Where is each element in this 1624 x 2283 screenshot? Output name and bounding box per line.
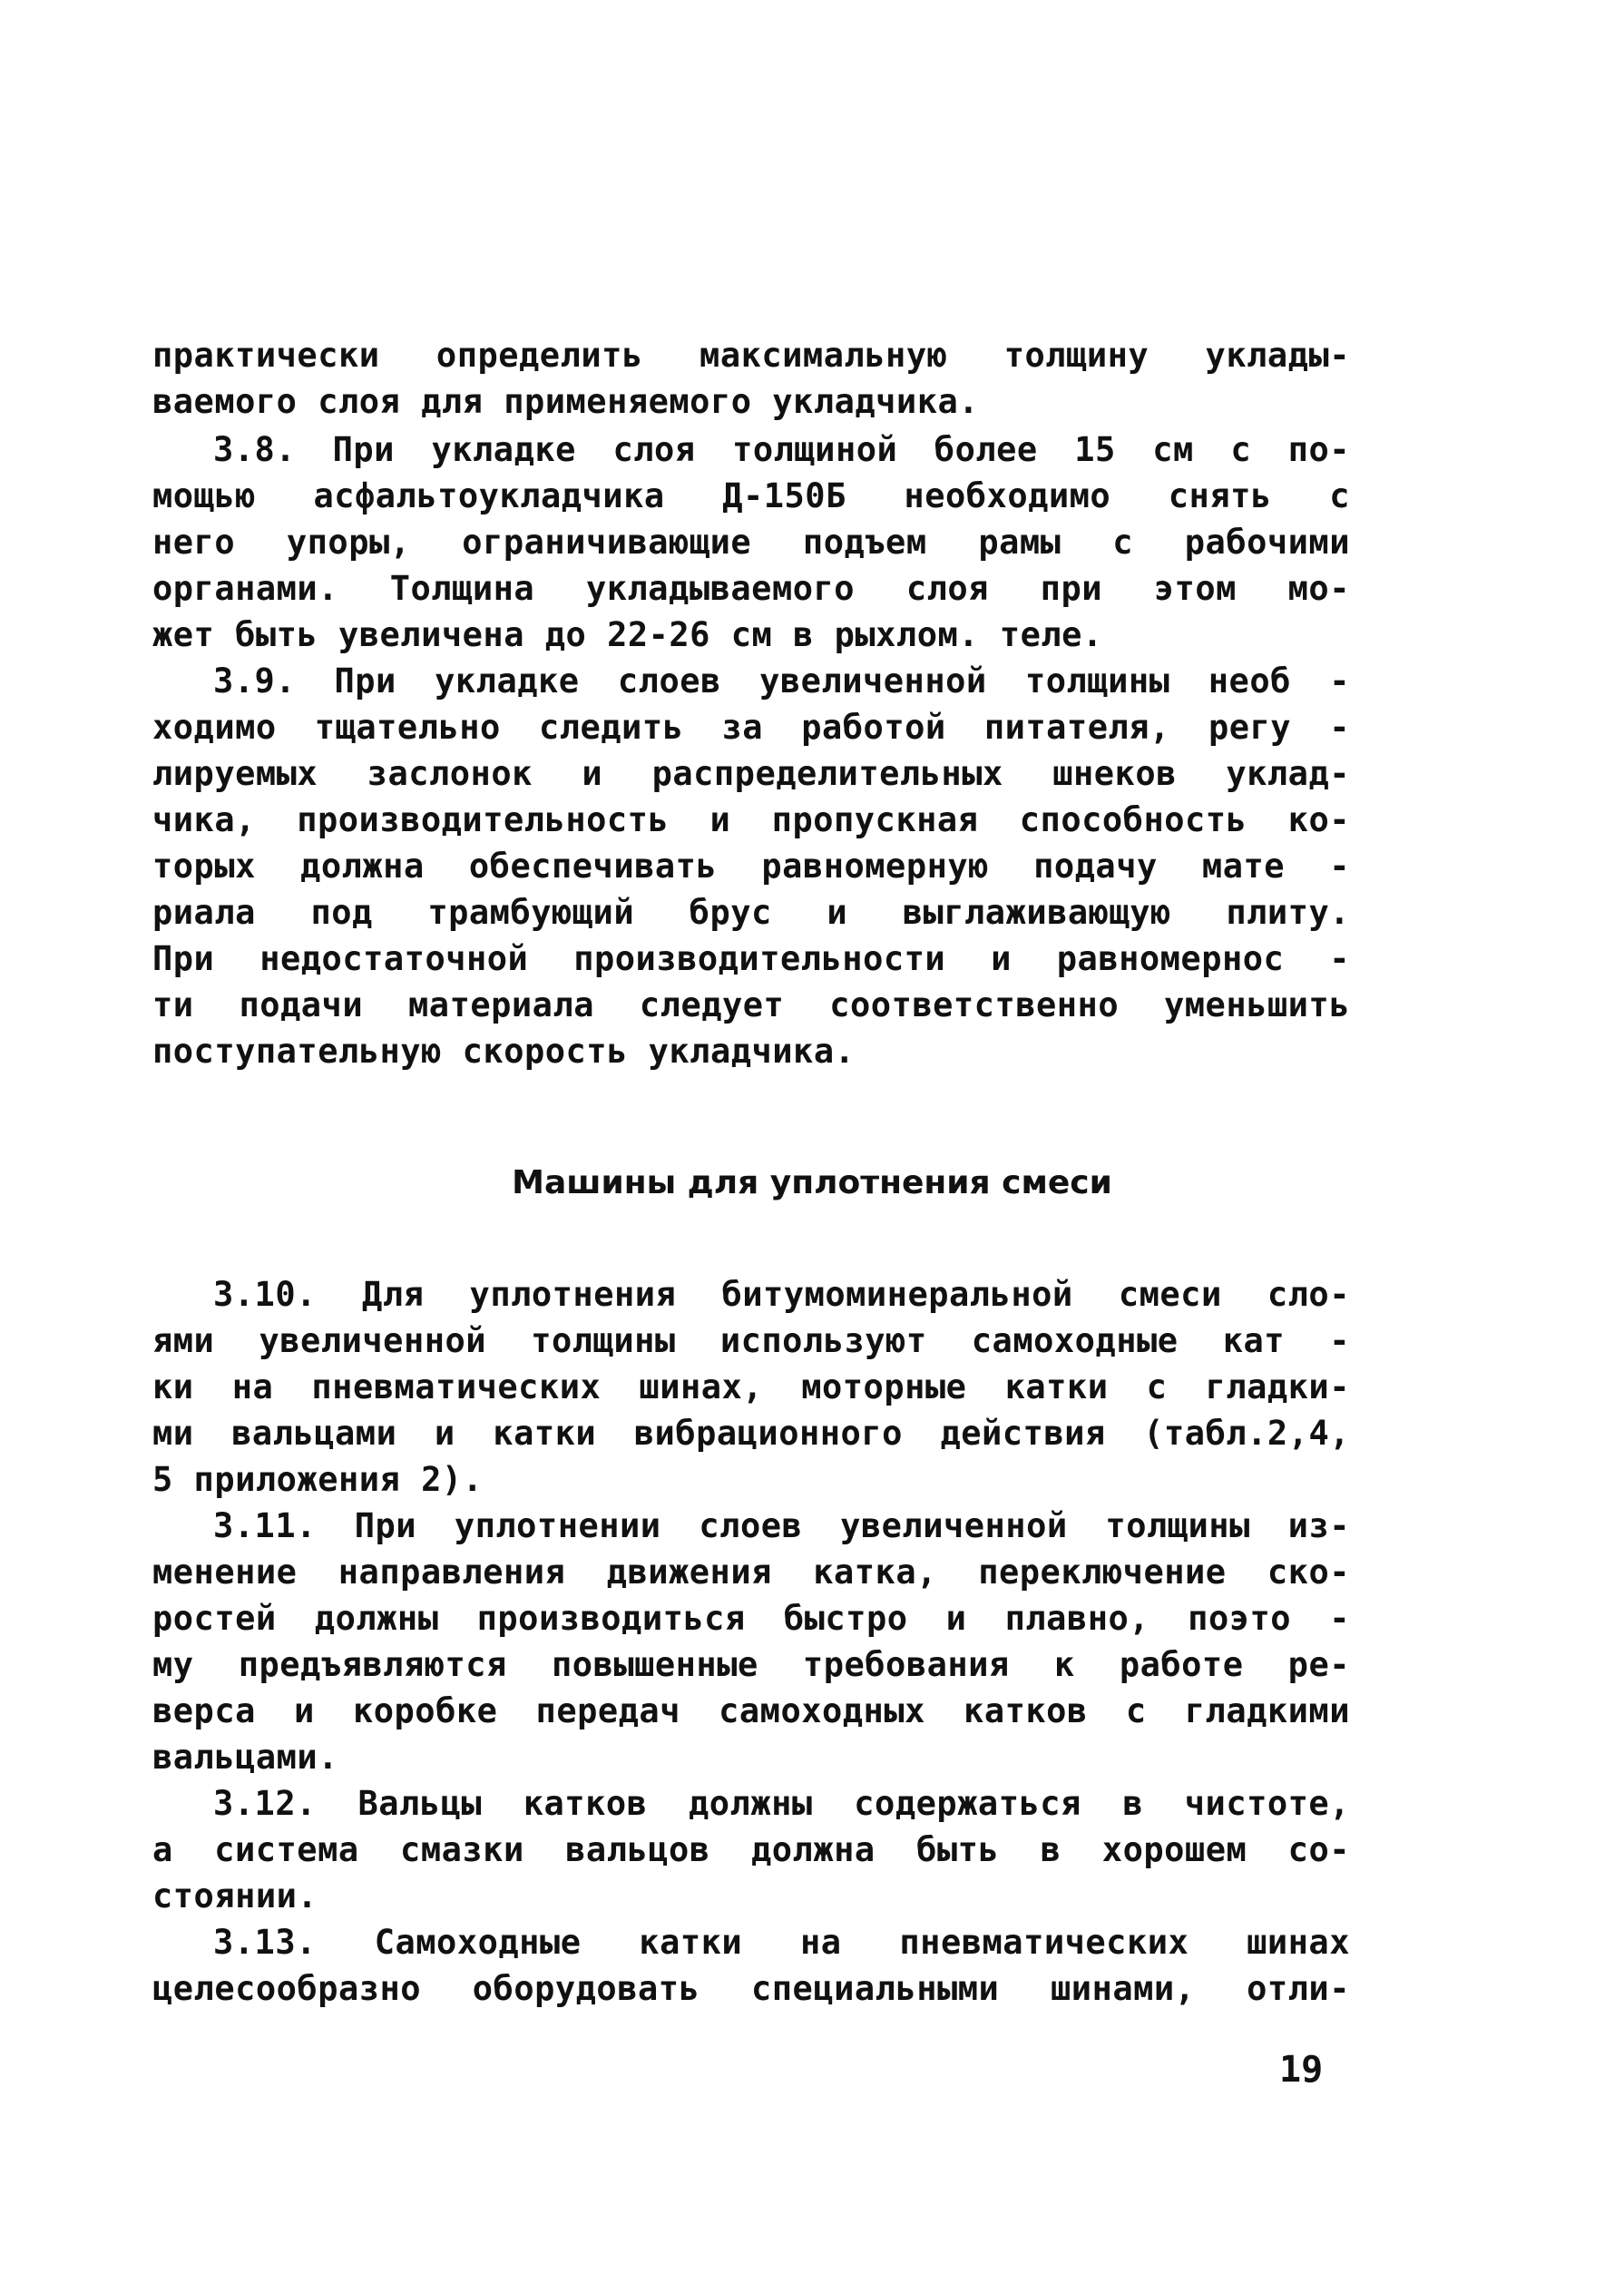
paragraph-3-9-line: 3.9. При укладке слоев увеличенной толщины необ - xyxy=(213,661,1350,701)
paragraph-3-9-line: поступательную скорость укладчика. xyxy=(152,1032,856,1071)
page-number: 19 xyxy=(1279,2049,1324,2091)
paragraph-3-10-line: ями увеличенной толщины используют самоходные кат - xyxy=(152,1321,1350,1360)
paragraph-3-10-line: 5 приложения 2). xyxy=(152,1460,484,1499)
paragraph-3-8-line: него упоры, ограничивающие подъем рамы с рабочими xyxy=(152,523,1350,562)
section-heading: Машины для уплотнения смеси xyxy=(512,1164,1112,1201)
paragraph-3-9-line: ходимо тщательно следить за работой питателя, регу - xyxy=(152,708,1350,747)
paragraph-3-8-line: мощью асфальтоукладчика Д-150Б необходимо снять с xyxy=(152,476,1350,515)
paragraph-3-12-line: 3.12. Вальцы катков должны содержаться в чистоте, xyxy=(213,1784,1350,1823)
text-line: ваемого слоя для применяемого укладчика. xyxy=(152,382,980,421)
paragraph-3-8-line: жет быть увеличена до 22-26 см в рыхлом. теле. xyxy=(152,615,1103,654)
paragraph-3-11-line: ростей должны производиться быстро и плавно, поэто - xyxy=(152,1599,1350,1638)
paragraph-3-10-line: ки на пневматических шинах, моторные катки с гладки- xyxy=(152,1367,1350,1406)
paragraph-3-9-line: риала под трамбующий брус и выглаживающую плиту. xyxy=(152,893,1350,932)
paragraph-3-8-line: органами. Толщина укладываемого слоя при этом мо- xyxy=(152,569,1350,608)
paragraph-3-9-line: ти подачи материала следует соответственно уменьшить xyxy=(152,985,1350,1024)
paragraph-3-9-line: При недостаточной производительности и равномернос - xyxy=(152,939,1350,978)
paragraph-3-8-line: 3.8. При укладке слоя толщиной более 15 см с по- xyxy=(213,430,1350,469)
paragraph-3-11-line: 3.11. При уплотнении слоев увеличенной толщины из- xyxy=(213,1506,1350,1545)
paragraph-3-10-line: 3.10. Для уплотнения битумоминеральной смеси сло- xyxy=(213,1275,1350,1314)
paragraph-3-11-line: вальцами. xyxy=(152,1738,338,1777)
paragraph-3-13-line: 3.13. Самоходные катки на пневматических шинах xyxy=(213,1923,1350,1962)
paragraph-3-11-line: верса и коробке передач самоходных катков с гладкими xyxy=(152,1691,1350,1730)
paragraph-3-10-line: ми вальцами и катки вибрационного действия (табл.2,4, xyxy=(152,1414,1350,1453)
paragraph-3-12-line: а система смазки вальцов должна быть в хорошем со- xyxy=(152,1830,1350,1869)
paragraph-3-12-line: стоянии. xyxy=(152,1876,318,1916)
paragraph-3-9-line: чика, производительность и пропускная способность ко- xyxy=(152,800,1350,839)
paragraph-3-13-line: целесообразно оборудовать специальными шинами, отли- xyxy=(152,1969,1350,2008)
paragraph-3-11-line: му предъявляются повышенные требования к работе ре- xyxy=(152,1645,1350,1684)
paragraph-3-9-line: лируемых заслонок и распределительных шнеков уклад- xyxy=(152,754,1350,793)
paragraph-3-11-line: менение направления движения катка, переключение ско- xyxy=(152,1553,1350,1592)
text-line: практически определить максимальную толщину уклады- xyxy=(152,336,1350,375)
paragraph-3-9-line: торых должна обеспечивать равномерную подачу мате - xyxy=(152,847,1350,886)
